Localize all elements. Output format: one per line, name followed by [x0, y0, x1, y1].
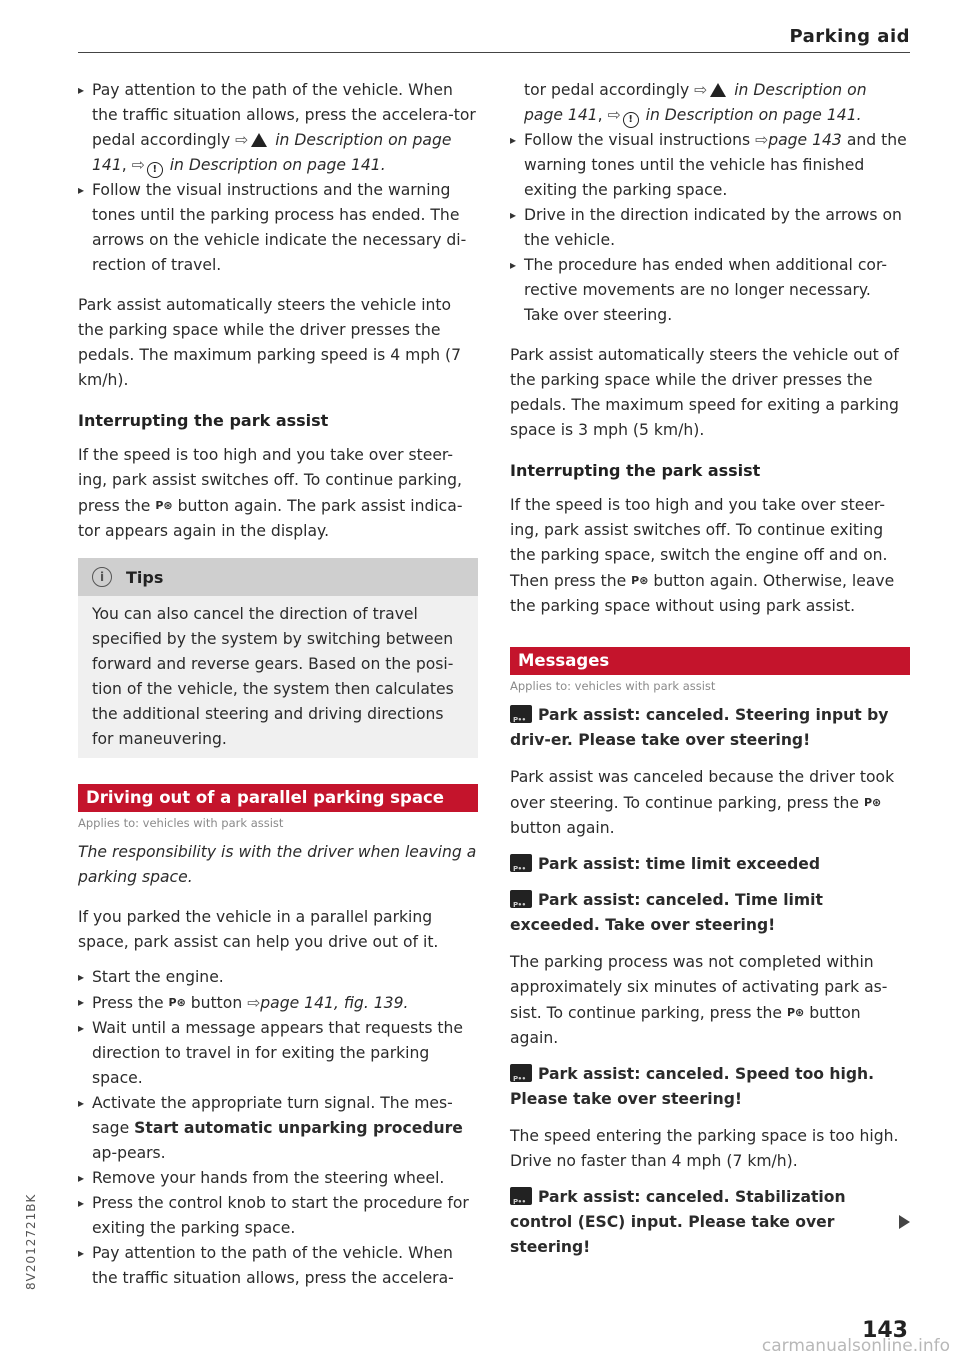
tips-body: You can also cancel the direction of travel specified by the system by switching between forward and reverse gears. Based on the posi-tion of the vehicle, the system then calculates the additional steering and driving directions for maneuvering.: [92, 605, 454, 748]
caution-icon: !: [147, 162, 163, 178]
cross-reference-link[interactable]: in Description on page 141.: [164, 156, 386, 174]
step-remove-hands: ▸ Remove your hands from the steering wheel.: [78, 1166, 478, 1191]
tips-box: [78, 558, 478, 758]
arrow-icon: ⇨: [235, 131, 249, 149]
document-code: 8V2012721BK: [24, 1193, 38, 1290]
header-rule: [78, 52, 910, 53]
applies-to-messages: Applies to: vehicles with park assist: [510, 679, 716, 693]
continued-text: tor pedal accordingly ⇨ in Description on page 141, ⇨ ! in Description on page 141.: [510, 78, 910, 128]
park-assist-indicator-icon: [510, 1187, 532, 1205]
park-assist-button-icon: P⊛: [168, 996, 186, 1009]
cross-reference-link[interactable]: page 143: [768, 131, 842, 149]
caution-icon: !: [623, 112, 639, 128]
message-esc-input: P••Park assist: canceled. Stabilization control (ESC) input. Please take over steering!: [510, 1185, 910, 1260]
bullet-follow-instructions: ▸ Follow the visual instructions and the warning tones until the parking process has ended. The arrows on the vehicle indicate the necessary di-rection of travel.: [78, 178, 478, 278]
intro-text: The responsibility is with the driver when leaving a parking space.: [78, 843, 477, 886]
tips-heading: Tips: [126, 567, 164, 587]
message-steering-input: P••Park assist: canceled. Steering input by driv-er. Please take over steering!: [510, 703, 910, 753]
info-icon: i: [92, 567, 112, 587]
step-press-knob: ▸ Press the control knob to start the procedure for exiting the parking space.: [78, 1191, 478, 1241]
arrow-icon: ⇨: [131, 156, 145, 174]
cross-reference-link[interactable]: in Description on page 141: [524, 81, 867, 124]
park-assist-button-icon: P⊛: [631, 574, 649, 587]
section-title: Parking aid: [789, 26, 910, 47]
message-speed-too-high-desc: The speed entering the parking space is too high. Drive no faster than 4 mph (7 km/h).: [510, 1127, 899, 1170]
message-steering-input-desc: Park assist was canceled because the driver took over steering. To continue parking, press the P⊛ button again.: [510, 768, 895, 837]
step-wait-message: ▸ Wait until a message appears that requests the direction to travel in for exiting the parking space.: [78, 1016, 478, 1091]
park-assist-indicator-icon: [510, 890, 532, 908]
bullet-procedure-ended: ▸ The procedure has ended when additional cor-rective movements are no longer necessary. Take over steering.: [510, 253, 910, 328]
arrow-icon: ⇨: [755, 131, 769, 149]
warning-icon: [710, 83, 726, 97]
bullet-drive-direction: ▸ Drive in the direction indicated by the arrows on the vehicle.: [510, 203, 910, 253]
paragraph-interrupting: If the speed is too high and you take over steer-ing, park assist switches off. To continue parking, press the P⊛ button again. The park assist indica-tor appears again in the display.: [78, 446, 463, 540]
arrow-icon: ⇨: [247, 994, 261, 1012]
message-time-limit-desc: The parking process was not completed within approximately six minutes of activating park as-sist. To continue parking, press the P⊛ button again.: [510, 953, 888, 1047]
cross-reference-link[interactable]: in Description on page 141.: [640, 106, 862, 124]
paragraph-automatic-steering-out: Park assist automatically steers the vehicle out of the parking space while the driver presses the pedals. The maximum speed for exiting a parking space is 3 mph (5 km/h).: [510, 346, 899, 439]
park-assist-indicator-icon: [510, 854, 532, 872]
page-number: 143: [862, 1318, 908, 1343]
paragraph-parallel-parking: If you parked the vehicle in a parallel parking space, park assist can help you drive out of it.: [78, 908, 439, 951]
cross-reference-link[interactable]: in Description on page 141: [92, 131, 452, 174]
tips-header: [78, 558, 478, 596]
paragraph-automatic-steering: Park assist automatically steers the vehicle into the parking space while the driver presses the pedals. The maximum parking speed is 4 mph (7 km/h).: [78, 296, 462, 389]
arrow-icon: ⇨: [694, 81, 708, 99]
message-time-limit: P••Park assist: time limit exceeded: [510, 852, 910, 877]
park-assist-button-icon: P⊛: [155, 499, 173, 512]
warning-icon: [251, 133, 267, 147]
bullet-pay-attention: ▸ Pay attention to the path of the vehicle. When the traffic situation allows, press the accelera-tor pedal accordingly ⇨ in Description on page 141, ⇨ ! in Description on page 141.: [78, 78, 478, 178]
step-press-button: ▸ Press the P⊛ button ⇨page 141, fig. 139.: [78, 990, 478, 1016]
park-assist-indicator-icon: [510, 1064, 532, 1082]
park-assist-indicator-icon: [510, 705, 532, 723]
bullet-follow-visual: ▸ Follow the visual instructions ⇨page 143 and the warning tones until the vehicle has finished exiting the parking space.: [510, 128, 910, 203]
arrow-icon: ⇨: [607, 106, 621, 124]
subheading-interrupting-right: Interrupting the park assist: [510, 461, 761, 480]
subheading-interrupting: Interrupting the park assist: [78, 411, 329, 430]
message-speed-too-high: P••Park assist: canceled. Speed too high. Please take over steering!: [510, 1062, 910, 1112]
section-heading-driving-out: Driving out of a parallel parking space: [78, 784, 478, 812]
watermark: carmanualsonline.info: [761, 1336, 950, 1356]
step-turn-signal: ▸ Activate the appropriate turn signal. The mes-sage Start automatic unparking procedure ap-pears.: [78, 1091, 478, 1166]
step-pay-attention: ▸ Pay attention to the path of the vehicle. When the traffic situation allows, press the accelera-: [78, 1241, 478, 1291]
continue-arrow-icon: [899, 1215, 910, 1229]
step-start-engine: ▸ Start the engine.: [78, 965, 478, 990]
park-assist-button-icon: P⊛: [786, 1006, 805, 1019]
cross-reference-link[interactable]: page 141, fig. 139.: [260, 994, 409, 1012]
message-time-limit-canceled: P••Park assist: canceled. Time limit exceeded. Take over steering!: [510, 888, 910, 938]
left-column: [78, 78, 478, 1291]
park-assist-button-icon: P⊛: [863, 796, 882, 809]
paragraph-interrupting-right: If the speed is too high and you take over steer-ing, park assist switches off. To continue exiting the parking space, switch the engine off and on. Then press the P⊛ button again. Otherwise, leave the parking space without using park assist.: [510, 496, 895, 615]
section-heading-messages: Messages: [510, 647, 910, 675]
right-column: [510, 78, 910, 1260]
applies-to: Applies to: vehicles with park assist: [78, 816, 284, 830]
